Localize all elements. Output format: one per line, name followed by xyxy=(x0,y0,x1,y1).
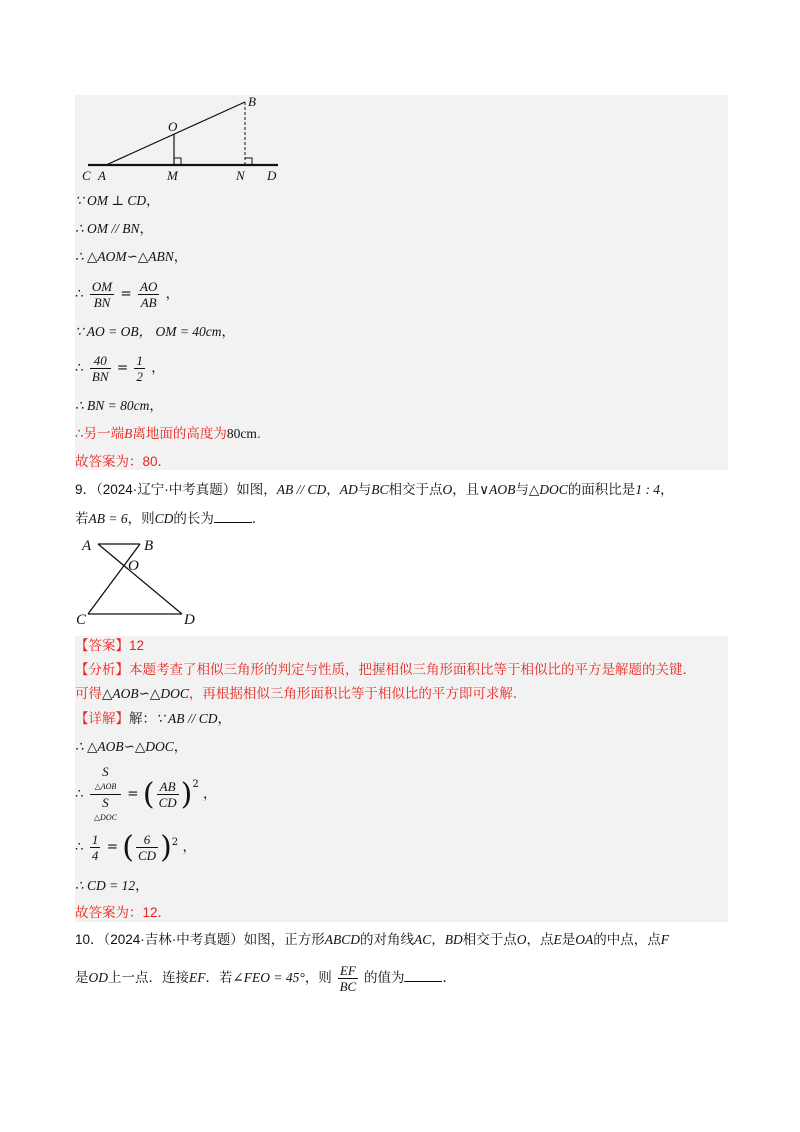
segment-ad xyxy=(98,544,182,614)
sol8-step1: ∵ OM ⊥ CD， xyxy=(75,193,160,209)
ans9-step5: ∴ CD = 12， xyxy=(75,878,149,894)
label-o: O xyxy=(128,558,139,574)
ans9-analysis-line1: 【分析】本题考查了相似三角形的判定与性质，把握相似三角形面积比等于相似比的平方是解题的关键． xyxy=(75,662,696,677)
label-m: M xyxy=(167,168,178,183)
ans9-analysis-line2: 可得△AOB∽△DOC，再根据相似三角形面积比等于相似比的平方即可求解． xyxy=(75,686,527,701)
sol8-step3: ∴ △AOM∽△ABN， xyxy=(75,249,188,265)
answer-blank xyxy=(214,508,252,523)
fraction-1-2: $\frac{1}{2}$ xyxy=(136,353,143,384)
label-o: O xyxy=(168,119,178,134)
sol8-final-answer: 故答案为：80． xyxy=(75,454,172,469)
figure-bowtie-triangles xyxy=(78,532,208,626)
fraction-1-4: $\frac{1}{4}$ xyxy=(91,832,99,863)
fraction-ef-bc: $\frac{EF}{BC}$ xyxy=(339,962,357,994)
label-d: D xyxy=(184,612,195,628)
sol8-step6: ∴ $\frac{40}{BN}$ = $\frac{1}{2}$ ， xyxy=(75,353,165,384)
sol8-conclusion: ∴另一端B离地面的高度为80cm． xyxy=(75,426,271,441)
fraction-6-cd: $\frac{6}{CD}$ xyxy=(138,832,157,863)
fraction-ao-ab: $\frac{AO}{AB}$ xyxy=(140,279,158,310)
label-a: A xyxy=(98,168,106,183)
sol8-step5: ∵ AO = OB， OM = 40cm， xyxy=(75,324,236,340)
label-n: N xyxy=(236,168,245,183)
label-d: D xyxy=(267,168,277,183)
fraction-area-ratio: S △AOB S △DOC xyxy=(90,764,121,825)
fraction-om-bn: $\frac{OM}{BN}$ xyxy=(91,279,113,310)
q10-line1: 10．（2024·吉林·中考真题）如图，正方形ABCD的对角线AC，BD相交于点O，点E是OA的中点，点F xyxy=(75,932,670,947)
ans9-step2: ∴ △AOB∽△DOC， xyxy=(75,739,188,755)
fraction-40-bn: $\frac{40}{BN}$ xyxy=(91,353,109,384)
label-b: B xyxy=(144,538,154,554)
ans9-step4: ∴ $\frac{1}{4}$ = ( $\frac{6}{CD}$ )$^2$ ， xyxy=(75,829,196,865)
ans9-final-answer: 故答案为：12． xyxy=(75,905,172,920)
q9-line2: 若AB = 6，则CD的长为 ． xyxy=(75,508,265,529)
label-a: A xyxy=(82,538,92,554)
ans9-answer: 【答案】12 xyxy=(75,638,145,653)
sol8-step4: ∴ $\frac{OM}{BN}$ = $\frac{AO}{AB}$ ， xyxy=(75,279,180,310)
sol8-step7: ∴ BN = 80cm， xyxy=(75,398,163,414)
q10-line2: 是OD上一点．连接EF．若∠FEO = 45°，则 $\frac{EF}{BC}$ 的值为 ． xyxy=(75,962,456,994)
answer-blank xyxy=(404,967,442,982)
label-c: C xyxy=(76,612,87,628)
segment-bc xyxy=(88,544,140,614)
ans9-detail: 【详解】解：∵ AB // CD， xyxy=(75,711,231,727)
figure-lever-diagram xyxy=(78,92,283,184)
sol8-step2: ∴ OM // BN， xyxy=(75,221,153,237)
fraction-ab-cd: $\frac{AB}{CD}$ xyxy=(158,779,177,810)
label-b: B xyxy=(248,94,256,109)
q9-line1: 9．（2024·辽宁·中考真题）如图，AB // CD，AD与BC相交于点O，且∨AOB与△DOC的面积比是1 : 4， xyxy=(75,482,674,497)
label-c: C xyxy=(82,168,91,183)
ans9-step3: ∴ S △AOB S △DOC = ( $\frac{AB}{CD}$ )$^2$ ， xyxy=(75,764,217,814)
